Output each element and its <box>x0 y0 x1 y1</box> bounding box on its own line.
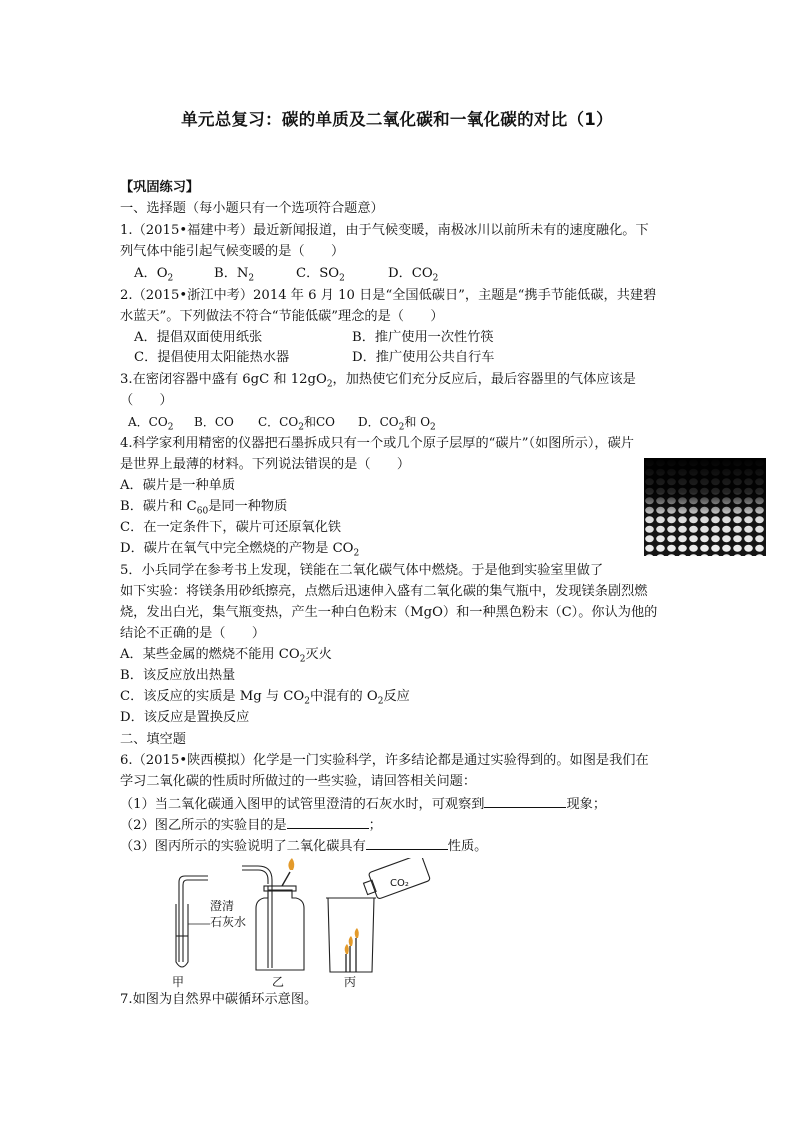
q1-line1: 1.（2015•福建中考）最近新闻报道，由于气候变暖，南极冰川以前所未有的速度融化。下 <box>120 223 649 238</box>
q2-option-d: D．推广使用公共自行车 <box>352 350 495 365</box>
q3-option-c: C．$CO_2$和CO <box>258 415 335 433</box>
q7-line1: 7.如图为自然界中碳循环示意图。 <box>120 992 318 1007</box>
q5-option-b: B．该反应放出热量 <box>120 668 236 683</box>
q3-option-d: D．$CO_2$和 $O_2$ <box>358 415 436 433</box>
q5-option-a: A．某些金属的燃烧不能用 $CO_2$灭火 <box>120 647 332 665</box>
section-header: 【巩固练习】 <box>120 180 200 195</box>
label-limewater-1: 澄清 <box>210 899 235 913</box>
page-title: 单元总复习：碳的单质及二氧化碳和一氧化碳的对比（1） <box>181 110 613 129</box>
q1-option-a: A．$O_2$ <box>134 266 174 284</box>
part1-header: 一、选择题（每小题只有一个选项符合题意） <box>120 201 384 216</box>
q2-line2: 水蓝天”。下列做法不符合“节能低碳”理念的是（ ） <box>120 309 444 324</box>
q6-line2: 学习二氧化碳的性质时所做过的一些实验，请回答相关问题： <box>120 774 477 789</box>
co2-experiment-figure <box>150 858 440 988</box>
q6-line1: 6.（2015•陕西模拟）化学是一门实验科学，许多结论都是通过实验得到的。如图是我们在 <box>120 753 649 768</box>
q4-option-c: C．在一定条件下，碳片可还原氧化铁 <box>120 520 342 535</box>
q1-option-c: C．$SO_2$ <box>296 266 345 284</box>
q4-option-b: B．碳片和 $C_{60}$是同一种物质 <box>120 499 288 517</box>
q6-blank-1[interactable] <box>484 793 566 808</box>
q4-option-a: A．碳片是一种单质 <box>120 478 236 493</box>
q6-blank-2[interactable] <box>287 814 369 829</box>
flame-icon <box>355 928 359 938</box>
label-co2: CO₂ <box>390 878 409 889</box>
q3-option-a: A．$CO_2$ <box>128 415 174 433</box>
label-limewater-2: 石灰水 <box>210 915 247 929</box>
q2-option-b: B．推广使用一次性竹筷 <box>352 330 494 345</box>
q1-option-b: B．$N_2$ <box>214 266 255 284</box>
flame-icon <box>288 858 294 870</box>
q6-sub1: （1）当二氧化碳通入图甲的试管里澄清的石灰水时，可观察到 现象； <box>120 793 606 815</box>
q3-line2: （ ） <box>120 393 173 408</box>
beaker-bing <box>328 898 374 972</box>
q4-line2: 是世界上最薄的材料。下列说法错误的是（ ） <box>120 457 411 472</box>
q5-option-d: D．该反应是置换反应 <box>120 710 250 725</box>
q5-line1: 5．小兵同学在参考书上发现，镁能在二氧化碳气体中燃烧。于是他到实验室里做了 <box>120 563 604 578</box>
label-bing: 丙 <box>344 975 357 988</box>
q5-line3: 烧，发出白光，集气瓶变热，产生一种白色粉末（MgO）和一种黑色粉末（C）。你认为他的 <box>120 605 658 620</box>
label-yi: 乙 <box>272 975 285 988</box>
q2-option-a: A．提倡双面使用纸张 <box>134 330 263 345</box>
gas-jar-yi <box>256 890 304 970</box>
q5-option-c: C．该反应的实质是 Mg 与 $CO_2$中混有的 $O_2$反应 <box>120 689 410 707</box>
q2-line1: 2.（2015•浙江中考）2014 年 6 月 10 日是“全国低碳日”，主题是“携手节能低碳，共建碧 <box>120 288 657 303</box>
q3-option-b: B．CO <box>194 415 234 429</box>
q6-sub3: （3）图丙所示的实验说明了二氧化碳具有 性质。 <box>120 835 487 857</box>
flame-icon <box>349 936 353 946</box>
q2-option-c: C．提倡使用太阳能热水器 <box>134 350 290 365</box>
flame-icon <box>345 944 349 954</box>
q5-line4: 结论不正确的是（ ） <box>120 626 266 641</box>
q1-option-d: D．$CO_2$ <box>388 266 439 284</box>
q3-line1: 3.在密闭容器中盛有 6gC 和 $12gO_2$，加热使它们充分反应后，最后容器里的气体应该是 <box>120 372 636 390</box>
q6-blank-3[interactable] <box>366 835 448 850</box>
q4-line1: 4.科学家利用精密的仪器把石墨拆成只有一个或几个原子层厚的“碳片”（如图所示），碳片 <box>120 436 634 451</box>
label-jia: 甲 <box>172 975 185 988</box>
q4-option-d: D．碳片在氧气中完全燃烧的产物是 $CO_2$ <box>120 541 360 559</box>
q5-line2: 如下实验：将镁条用砂纸擦亮，点燃后迅速伸入盛有二氧化碳的集气瓶中，发现镁条剧烈燃 <box>120 584 648 599</box>
graphene-sheet-image <box>644 458 766 556</box>
q1-line2: 列气体中能引起气候变暖的是（ ） <box>120 244 345 259</box>
q6-sub2: （2）图乙所示的实验目的是 ； <box>120 814 382 836</box>
part2-header: 二、填空题 <box>120 732 186 747</box>
